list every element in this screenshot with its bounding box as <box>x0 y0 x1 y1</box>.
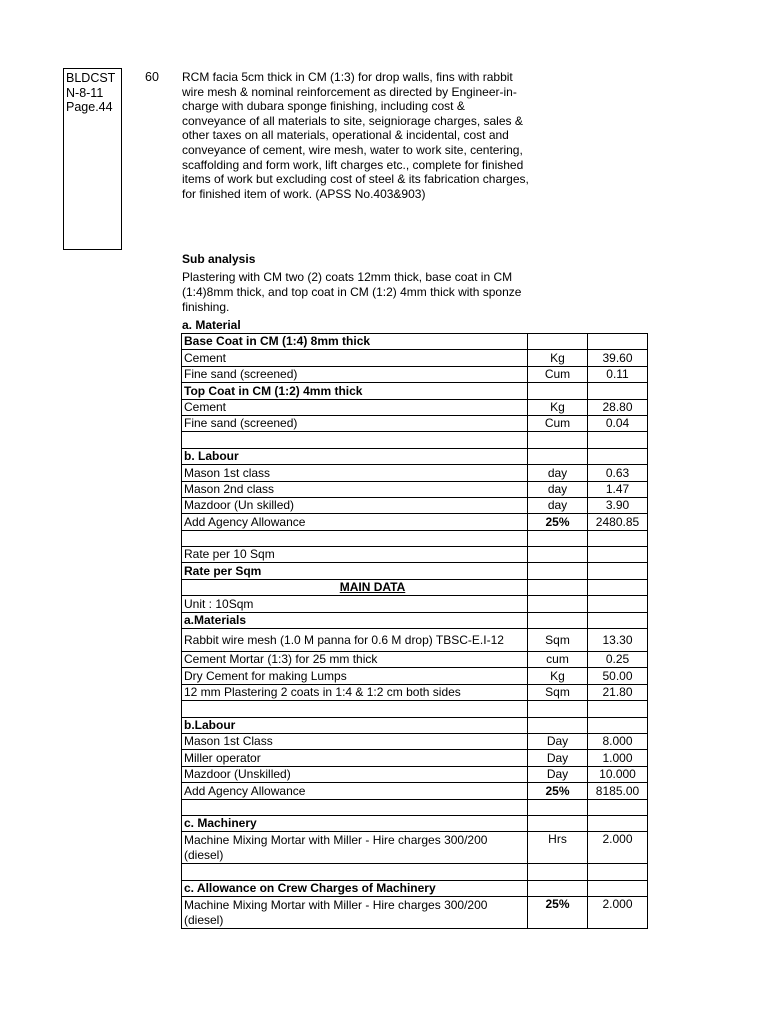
row-description <box>182 799 528 815</box>
row-unit <box>528 334 588 350</box>
table-row <box>182 717 648 733</box>
row-unit <box>528 448 588 464</box>
row-unit <box>528 815 588 831</box>
row-quantity <box>588 799 648 815</box>
table-row <box>182 514 648 530</box>
row-description <box>182 432 528 448</box>
row-quantity <box>588 596 648 612</box>
row-unit: Kg <box>528 350 588 366</box>
row-description: Dry Cement for making Lumps <box>182 668 528 684</box>
row-unit <box>528 563 588 579</box>
row-quantity: 0.63 <box>588 465 648 481</box>
row-description: Mason 1st Class <box>182 733 528 749</box>
row-unit: Hrs <box>528 832 588 864</box>
row-quantity: 13.30 <box>588 629 648 652</box>
row-description: Cement Mortar (1:3) for 25 mm thick <box>182 652 528 668</box>
row-unit: 25% <box>528 514 588 530</box>
row-description: Add Agency Allowance <box>182 783 528 799</box>
table-row <box>182 668 648 684</box>
row-quantity <box>588 448 648 464</box>
row-description: Rabbit wire mesh (1.0 M panna for 0.6 M drop) TBSC-E.I-12 <box>182 629 528 652</box>
table-row <box>182 415 648 431</box>
row-unit: day <box>528 497 588 513</box>
row-quantity: 0.04 <box>588 415 648 431</box>
table-row <box>182 432 648 448</box>
material-heading: a. Material <box>182 318 241 332</box>
table-row <box>182 497 648 513</box>
row-description: Fine sand (screened) <box>182 415 528 431</box>
row-quantity <box>588 717 648 733</box>
reference-box <box>63 68 122 250</box>
table-row <box>182 465 648 481</box>
row-quantity <box>588 547 648 563</box>
table-row <box>182 864 648 880</box>
row-quantity <box>588 530 648 546</box>
table-row <box>182 815 648 831</box>
table-row <box>182 880 648 896</box>
row-unit <box>528 579 588 595</box>
row-description: Base Coat in CM (1:4) 8mm thick <box>182 334 528 350</box>
row-description: Miller operator <box>182 750 528 766</box>
row-description: Machine Mixing Mortar with Miller - Hire charges 300/200 (diesel) <box>182 832 528 864</box>
table-row <box>182 383 648 399</box>
row-quantity: 0.25 <box>588 652 648 668</box>
row-description: Machine Mixing Mortar with Miller - Hire charges 300/200 (diesel) <box>182 897 528 929</box>
row-quantity: 2.000 <box>588 832 648 864</box>
row-description: Unit : 10Sqm <box>182 596 528 612</box>
row-description: 12 mm Plastering 2 coats in 1:4 & 1:2 cm both sides <box>182 684 528 700</box>
row-description: Mazdoor (Un skilled) <box>182 497 528 513</box>
row-quantity <box>588 864 648 880</box>
table-row <box>182 612 648 628</box>
row-unit: Day <box>528 750 588 766</box>
table-row <box>182 684 648 700</box>
row-quantity: 10.000 <box>588 766 648 782</box>
row-unit <box>528 880 588 896</box>
row-description: Mazdoor (Unskilled) <box>182 766 528 782</box>
row-quantity <box>588 701 648 717</box>
row-quantity: 1.47 <box>588 481 648 497</box>
row-quantity <box>588 563 648 579</box>
row-description: b. Labour <box>182 448 528 464</box>
row-quantity: 39.60 <box>588 350 648 366</box>
row-description: c. Allowance on Crew Charges of Machinery <box>182 880 528 896</box>
row-unit: Day <box>528 733 588 749</box>
row-quantity: 0.11 <box>588 366 648 382</box>
row-unit: day <box>528 465 588 481</box>
row-unit: 25% <box>528 897 588 929</box>
row-unit <box>528 432 588 448</box>
table-row <box>182 652 648 668</box>
row-quantity: 21.80 <box>588 684 648 700</box>
row-quantity <box>588 880 648 896</box>
item-number: 60 <box>145 70 159 84</box>
sub-analysis-description: Plastering with CM two (2) coats 12mm thick, base coat in CM (1:4)8mm thick, and top coat in CM (1:2) 4mm thick with sponze finishing. <box>182 270 522 314</box>
row-quantity: 8185.00 <box>588 783 648 799</box>
row-unit <box>528 596 588 612</box>
row-unit: Sqm <box>528 684 588 700</box>
row-description: Cement <box>182 350 528 366</box>
row-unit: 25% <box>528 783 588 799</box>
table-row <box>182 733 648 749</box>
table-row <box>182 799 648 815</box>
row-unit <box>528 864 588 880</box>
row-description: Mason 2nd class <box>182 481 528 497</box>
table-row <box>182 481 648 497</box>
analysis-table-body <box>182 334 648 929</box>
row-description <box>182 579 528 595</box>
row-quantity <box>588 579 648 595</box>
row-description: Rate per Sqm <box>182 563 528 579</box>
table-row <box>182 399 648 415</box>
row-quantity: 50.00 <box>588 668 648 684</box>
table-row <box>182 530 648 546</box>
table-row <box>182 897 648 929</box>
row-description: b.Labour <box>182 717 528 733</box>
reference-page: Page.44 <box>66 100 113 114</box>
table-row <box>182 366 648 382</box>
row-description: Rate per 10 Sqm <box>182 547 528 563</box>
row-description: Add Agency Allowance <box>182 514 528 530</box>
row-quantity <box>588 612 648 628</box>
table-row <box>182 750 648 766</box>
row-quantity: 2480.85 <box>588 514 648 530</box>
table-row <box>182 334 648 350</box>
row-quantity: 1.000 <box>588 750 648 766</box>
row-quantity: 2.000 <box>588 897 648 929</box>
reference-section: N-8-11 <box>66 85 104 100</box>
row-unit <box>528 612 588 628</box>
table-row <box>182 579 648 595</box>
row-unit <box>528 717 588 733</box>
row-description <box>182 864 528 880</box>
row-quantity <box>588 432 648 448</box>
row-quantity: 8.000 <box>588 733 648 749</box>
table-row <box>182 547 648 563</box>
table-row <box>182 629 648 652</box>
main-data-heading: MAIN DATA <box>339 580 406 595</box>
table-row <box>182 448 648 464</box>
row-quantity <box>588 334 648 350</box>
row-unit: Kg <box>528 668 588 684</box>
row-unit <box>528 530 588 546</box>
table-row <box>182 701 648 717</box>
table-row <box>182 766 648 782</box>
table-row <box>182 596 648 612</box>
row-unit: Kg <box>528 399 588 415</box>
row-description: Cement <box>182 399 528 415</box>
table-row <box>182 350 648 366</box>
row-unit: Cum <box>528 366 588 382</box>
item-description: RCM facia 5cm thick in CM (1:3) for drop walls, fins with rabbit wire mesh & nominal reinforcement as directed by Engineer-in-charge with dubara sponge finishing, including cost & conveyance of all materials to site, seigniorage charges, sales & other taxes on all materials, operational & incidental, cost and conveyance of cement, wire mesh, water to work site, centering, scaffolding and form work, lift charges etc., complete for finished items of work but excluding cost of steel & its fabrication charges, for finished item of work. (APSS No.403&903) <box>182 70 529 201</box>
analysis-table <box>181 333 648 929</box>
row-quantity: 28.80 <box>588 399 648 415</box>
row-unit: day <box>528 481 588 497</box>
row-description: c. Machinery <box>182 815 528 831</box>
reference-code: BLDCST <box>66 71 116 85</box>
row-description <box>182 701 528 717</box>
table-row <box>182 832 648 864</box>
row-unit <box>528 383 588 399</box>
row-unit: Day <box>528 766 588 782</box>
row-unit: Sqm <box>528 629 588 652</box>
row-unit: cum <box>528 652 588 668</box>
row-unit <box>528 799 588 815</box>
row-description: Fine sand (screened) <box>182 366 528 382</box>
row-unit: Cum <box>528 415 588 431</box>
row-description: Top Coat in CM (1:2) 4mm thick <box>182 383 528 399</box>
row-quantity <box>588 815 648 831</box>
row-description: Mason 1st class <box>182 465 528 481</box>
row-description <box>182 530 528 546</box>
table-row <box>182 783 648 799</box>
sub-analysis-title: Sub analysis <box>182 252 256 266</box>
table-row <box>182 563 648 579</box>
row-quantity: 3.90 <box>588 497 648 513</box>
row-quantity <box>588 383 648 399</box>
row-unit <box>528 701 588 717</box>
row-unit <box>528 547 588 563</box>
row-description: a.Materials <box>182 612 528 628</box>
